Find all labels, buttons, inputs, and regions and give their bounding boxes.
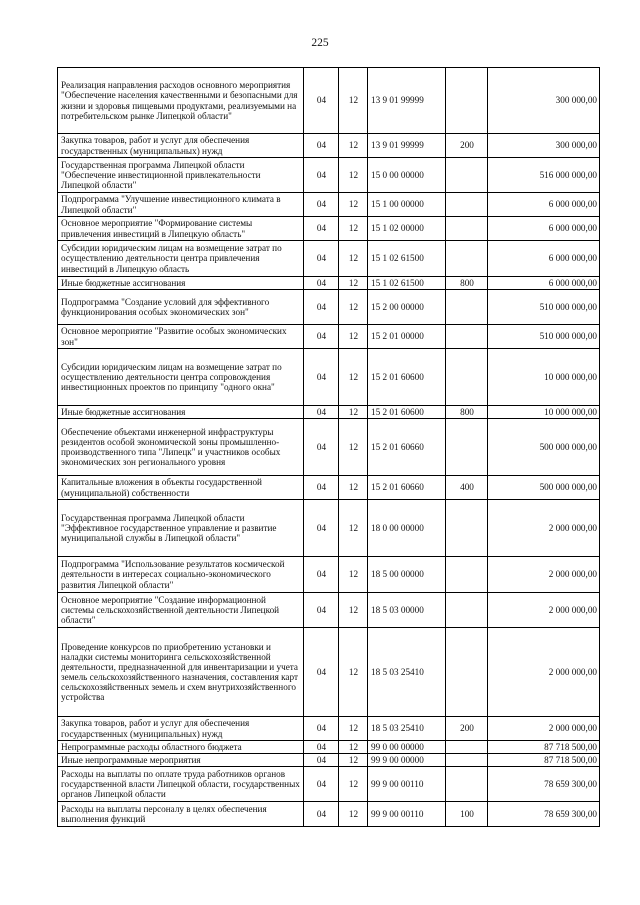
target-article-cell: 15 2 01 00000 <box>368 325 446 349</box>
expense-name-cell: Субсидии юридическим лицам на возмещение затрат по осуществлению деятельности центра привлечения инвестиций в Липецкую область <box>58 241 304 277</box>
subsection-code-cell: 12 <box>339 628 368 717</box>
target-article-cell: 15 2 01 60660 <box>368 419 446 476</box>
section-code-cell: 04 <box>304 717 339 741</box>
section-code-cell: 04 <box>304 217 339 241</box>
subsection-code-cell: 12 <box>339 476 368 500</box>
expense-type-cell: 100 <box>446 802 488 827</box>
expense-type-cell <box>446 349 488 406</box>
expense-name-cell: Закупка товаров, работ и услуг для обеспечения государственных (муниципальных) нужд <box>58 717 304 741</box>
expense-type-cell <box>446 68 488 134</box>
target-article-cell: 18 0 00 00000 <box>368 500 446 557</box>
expense-type-cell <box>446 741 488 754</box>
table-row <box>58 325 600 349</box>
expense-type-cell <box>446 767 488 802</box>
target-article-cell: 18 5 03 00000 <box>368 593 446 628</box>
section-code-cell: 04 <box>304 193 339 217</box>
subsection-code-cell: 12 <box>339 325 368 349</box>
expense-type-cell <box>446 419 488 476</box>
subsection-code-cell: 12 <box>339 158 368 193</box>
target-article-cell: 15 1 00 00000 <box>368 193 446 217</box>
expense-name-cell: Иные бюджетные ассигнования <box>58 277 304 290</box>
expense-name-cell: Реализация направления расходов основного мероприятия "Обеспечение населения качественными и безопасными для жизни и здоровья пищевыми продуктами, реализуемыми на потребительском рынке Липецкой области" <box>58 68 304 134</box>
subsection-code-cell: 12 <box>339 717 368 741</box>
amount-cell: 6 000 000,00 <box>488 193 600 217</box>
amount-cell: 300 000,00 <box>488 134 600 158</box>
expense-name-cell: Основное мероприятие "Формирование системы привлечения инвестиций в Липецкую область" <box>58 217 304 241</box>
target-article-cell: 15 2 01 60660 <box>368 476 446 500</box>
table-row <box>58 241 600 277</box>
subsection-code-cell: 12 <box>339 754 368 767</box>
amount-cell: 6 000 000,00 <box>488 217 600 241</box>
expense-type-cell: 200 <box>446 717 488 741</box>
expense-type-cell <box>446 325 488 349</box>
section-code-cell: 04 <box>304 277 339 290</box>
target-article-cell: 13 9 01 99999 <box>368 134 446 158</box>
table-row <box>58 158 600 193</box>
section-code-cell: 04 <box>304 134 339 158</box>
amount-cell: 510 000 000,00 <box>488 325 600 349</box>
table-row <box>58 802 600 827</box>
expense-type-cell <box>446 241 488 277</box>
table-row <box>58 557 600 593</box>
subsection-code-cell: 12 <box>339 767 368 802</box>
target-article-cell: 99 9 00 00110 <box>368 767 446 802</box>
table-row <box>58 717 600 741</box>
table-row <box>58 193 600 217</box>
subsection-code-cell: 12 <box>339 557 368 593</box>
table-row <box>58 68 600 134</box>
table-row <box>58 134 600 158</box>
table-row <box>58 754 600 767</box>
expense-type-cell: 400 <box>446 476 488 500</box>
table-row <box>58 349 600 406</box>
expense-name-cell: Обеспечение объектами инженерной инфраструктуры резидентов особой экономической зоны промышленно-производственного типа "Липецк" и участников особых экономических зон регионального уровня <box>58 419 304 476</box>
target-article-cell: 99 9 00 00000 <box>368 754 446 767</box>
target-article-cell: 15 1 02 61500 <box>368 241 446 277</box>
expense-name-cell: Расходы на выплаты персоналу в целях обеспечения выполнения функций <box>58 802 304 827</box>
expense-type-cell <box>446 557 488 593</box>
section-code-cell: 04 <box>304 476 339 500</box>
amount-cell: 2 000 000,00 <box>488 593 600 628</box>
expense-name-cell: Подпрограмма "Создание условий для эффективного функционирования особых экономических зон" <box>58 290 304 325</box>
page-number: 225 <box>311 37 329 49</box>
subsection-code-cell: 12 <box>339 741 368 754</box>
section-code-cell: 04 <box>304 628 339 717</box>
subsection-code-cell: 12 <box>339 134 368 158</box>
target-article-cell: 18 5 03 25410 <box>368 628 446 717</box>
expense-name-cell: Иные бюджетные ассигнования <box>58 406 304 419</box>
target-article-cell: 15 2 01 60600 <box>368 349 446 406</box>
table-row <box>58 593 600 628</box>
amount-cell: 87 718 500,00 <box>488 741 600 754</box>
subsection-code-cell: 12 <box>339 419 368 476</box>
section-code-cell: 04 <box>304 754 339 767</box>
amount-cell: 300 000,00 <box>488 68 600 134</box>
target-article-cell: 99 9 00 00110 <box>368 802 446 827</box>
expense-type-cell: 800 <box>446 406 488 419</box>
expense-name-cell: Непрограммные расходы областного бюджета <box>58 741 304 754</box>
expense-type-cell <box>446 628 488 717</box>
section-code-cell: 04 <box>304 325 339 349</box>
expense-type-cell <box>446 500 488 557</box>
expense-name-cell: Подпрограмма "Использование результатов космической деятельности в интересах социально-экономического развития Липецкой области" <box>58 557 304 593</box>
target-article-cell: 18 5 03 25410 <box>368 717 446 741</box>
target-article-cell: 13 9 01 99999 <box>368 68 446 134</box>
amount-cell: 2 000 000,00 <box>488 628 600 717</box>
section-code-cell: 04 <box>304 290 339 325</box>
expense-name-cell: Капитальные вложения в объекты государственной (муниципальной) собственности <box>58 476 304 500</box>
amount-cell: 87 718 500,00 <box>488 754 600 767</box>
expense-type-cell <box>446 290 488 325</box>
subsection-code-cell: 12 <box>339 593 368 628</box>
expense-name-cell: Закупка товаров, работ и услуг для обеспечения государственных (муниципальных) нужд <box>58 134 304 158</box>
expense-name-cell: Государственная программа Липецкой области "Эффективное государственное управление и развитие муниципальной службы в Липецкой области" <box>58 500 304 557</box>
expense-type-cell <box>446 217 488 241</box>
target-article-cell: 15 0 00 00000 <box>368 158 446 193</box>
table-row <box>58 628 600 717</box>
amount-cell: 78 659 300,00 <box>488 767 600 802</box>
budget-table <box>57 67 600 827</box>
expense-type-cell <box>446 158 488 193</box>
subsection-code-cell: 12 <box>339 68 368 134</box>
subsection-code-cell: 12 <box>339 217 368 241</box>
amount-cell: 2 000 000,00 <box>488 500 600 557</box>
target-article-cell: 15 2 01 60600 <box>368 406 446 419</box>
target-article-cell: 15 1 02 61500 <box>368 277 446 290</box>
expense-type-cell <box>446 593 488 628</box>
expense-name-cell: Субсидии юридическим лицам на возмещение затрат по осуществлению деятельности центра сопровождения инвестиционных проектов по принципу "одного окна" <box>58 349 304 406</box>
subsection-code-cell: 12 <box>339 349 368 406</box>
target-article-cell: 18 5 00 00000 <box>368 557 446 593</box>
expense-type-cell: 800 <box>446 277 488 290</box>
expense-name-cell: Основное мероприятие "Создание информационной системы сельскохозяйственной деятельности Липецкой области" <box>58 593 304 628</box>
amount-cell: 2 000 000,00 <box>488 717 600 741</box>
section-code-cell: 04 <box>304 419 339 476</box>
expense-name-cell: Государственная программа Липецкой области "Обеспечение инвестиционной привлекательности Липецкой области" <box>58 158 304 193</box>
expense-type-cell <box>446 754 488 767</box>
amount-cell: 2 000 000,00 <box>488 557 600 593</box>
subsection-code-cell: 12 <box>339 277 368 290</box>
expense-name-cell: Основное мероприятие "Развитие особых экономических зон" <box>58 325 304 349</box>
budget-table-body <box>58 68 600 827</box>
amount-cell: 500 000 000,00 <box>488 476 600 500</box>
section-code-cell: 04 <box>304 500 339 557</box>
expense-name-cell: Иные непрограммные мероприятия <box>58 754 304 767</box>
subsection-code-cell: 12 <box>339 406 368 419</box>
table-row <box>58 290 600 325</box>
table-row <box>58 500 600 557</box>
section-code-cell: 04 <box>304 767 339 802</box>
section-code-cell: 04 <box>304 802 339 827</box>
table-row <box>58 767 600 802</box>
table-row <box>58 476 600 500</box>
section-code-cell: 04 <box>304 241 339 277</box>
subsection-code-cell: 12 <box>339 500 368 557</box>
amount-cell: 10 000 000,00 <box>488 406 600 419</box>
subsection-code-cell: 12 <box>339 290 368 325</box>
amount-cell: 516 000 000,00 <box>488 158 600 193</box>
section-code-cell: 04 <box>304 158 339 193</box>
subsection-code-cell: 12 <box>339 802 368 827</box>
expense-name-cell: Проведение конкурсов по приобретению установки и наладки системы мониторинга сельскохозяйственной деятельности, предназначенной для инвентаризации и учета земель сельскохозяйственного назначения, составления карт сельскохозяйственных земель и схем внутрихозяйственного устройства <box>58 628 304 717</box>
section-code-cell: 04 <box>304 741 339 754</box>
subsection-code-cell: 12 <box>339 241 368 277</box>
expense-name-cell: Расходы на выплаты по оплате труда работников органов государственной власти Липецкой области, государственных органов Липецкой области <box>58 767 304 802</box>
target-article-cell: 15 1 02 00000 <box>368 217 446 241</box>
amount-cell: 510 000 000,00 <box>488 290 600 325</box>
amount-cell: 6 000 000,00 <box>488 241 600 277</box>
section-code-cell: 04 <box>304 68 339 134</box>
target-article-cell: 99 0 00 00000 <box>368 741 446 754</box>
expense-type-cell <box>446 193 488 217</box>
section-code-cell: 04 <box>304 593 339 628</box>
subsection-code-cell: 12 <box>339 193 368 217</box>
amount-cell: 500 000 000,00 <box>488 419 600 476</box>
table-row <box>58 406 600 419</box>
section-code-cell: 04 <box>304 557 339 593</box>
section-code-cell: 04 <box>304 406 339 419</box>
table-row <box>58 419 600 476</box>
table-row <box>58 741 600 754</box>
table-row <box>58 217 600 241</box>
expense-name-cell: Подпрограмма "Улучшение инвестиционного климата в Липецкой области" <box>58 193 304 217</box>
amount-cell: 78 659 300,00 <box>488 802 600 827</box>
amount-cell: 6 000 000,00 <box>488 277 600 290</box>
amount-cell: 10 000 000,00 <box>488 349 600 406</box>
expense-type-cell: 200 <box>446 134 488 158</box>
target-article-cell: 15 2 00 00000 <box>368 290 446 325</box>
section-code-cell: 04 <box>304 349 339 406</box>
table-row <box>58 277 600 290</box>
